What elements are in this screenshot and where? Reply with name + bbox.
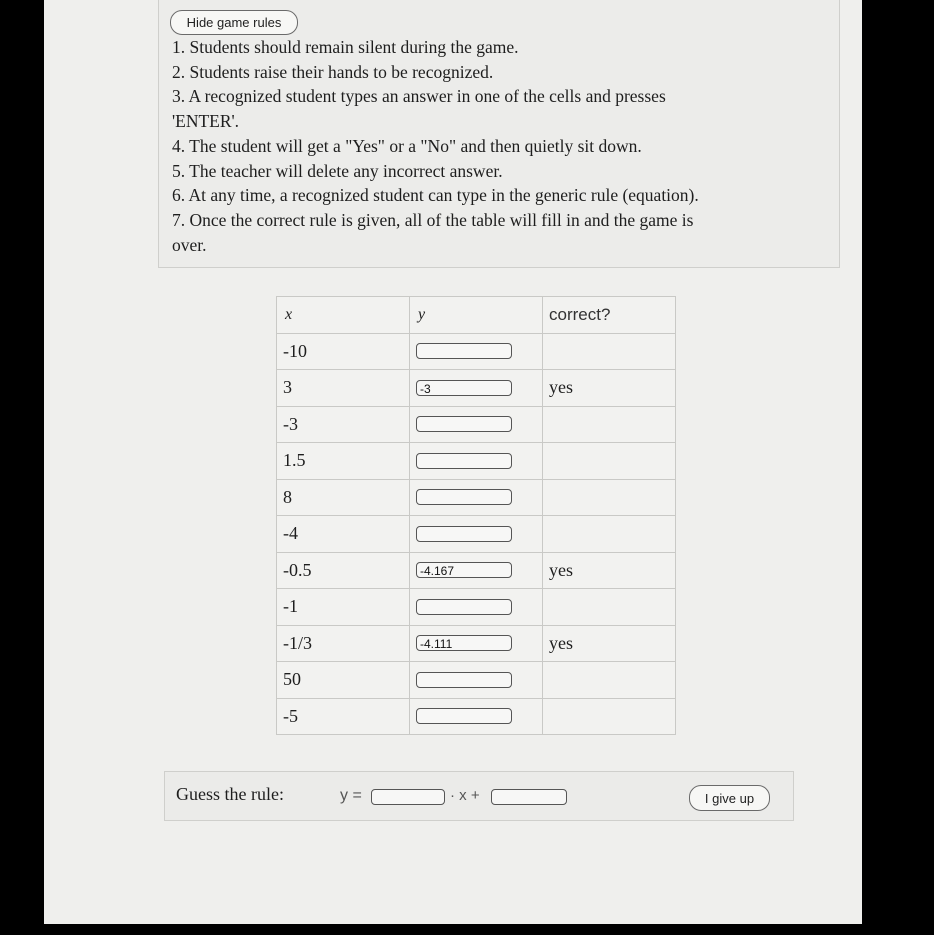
give-up-button[interactable]: I give up (689, 785, 770, 811)
y-input[interactable]: -4.111 (416, 635, 512, 651)
table-row (277, 443, 676, 480)
x-value: -3 (277, 406, 410, 443)
y-cell (410, 406, 543, 443)
y-cell (410, 443, 543, 480)
correct-status (543, 698, 676, 735)
y-input[interactable]: -3 (416, 380, 512, 396)
times-x-plus-label: · x + (450, 787, 480, 804)
y-input[interactable] (416, 489, 512, 505)
correct-status (543, 516, 676, 553)
table-row (277, 698, 676, 735)
rules-list (172, 35, 772, 257)
guess-rule-label: Guess the rule: (176, 784, 284, 804)
column-header-correct: correct? (543, 297, 676, 334)
x-value: 3 (277, 370, 410, 407)
correct-status (543, 406, 676, 443)
y-cell (410, 333, 543, 370)
x-value: -0.5 (277, 552, 410, 589)
y-input[interactable] (416, 708, 512, 724)
rule-1: 1. Students should remain silent during the game. (172, 37, 519, 57)
y-cell (410, 370, 543, 407)
y-cell (410, 662, 543, 699)
y-cell (410, 698, 543, 735)
rule-7-cont: over. (172, 234, 207, 255)
correct-status (543, 589, 676, 626)
rule-6: 6. At any time, a recognized student can type in the generic rule (equation). (172, 185, 699, 206)
table-row (277, 406, 676, 443)
correct-status (543, 479, 676, 516)
column-header-y: y (410, 297, 543, 334)
y-input[interactable] (416, 599, 512, 615)
intercept-input[interactable] (491, 789, 567, 805)
y-input[interactable] (416, 453, 512, 469)
column-header-x: x (277, 297, 410, 334)
table-header-row (277, 297, 676, 334)
table-row (277, 479, 676, 516)
slope-input[interactable] (371, 789, 445, 805)
y-cell (410, 552, 543, 589)
table-row (277, 370, 676, 407)
screen (44, 0, 862, 924)
rule-4: 4. The student will get a "Yes" or a "No" and then quietly sit down. (172, 135, 642, 156)
y-input[interactable] (416, 343, 512, 359)
x-value: 8 (277, 479, 410, 516)
x-value: -5 (277, 698, 410, 735)
correct-status (543, 662, 676, 699)
y-input[interactable]: -4.167 (416, 562, 512, 578)
correct-status (543, 333, 676, 370)
correct-status (543, 443, 676, 480)
rule-3-cont: 'ENTER'. (172, 111, 240, 132)
y-cell (410, 589, 543, 626)
y-cell (410, 479, 543, 516)
x-value: -1 (277, 589, 410, 626)
table-row (277, 552, 676, 589)
table-row (277, 625, 676, 662)
table-row (277, 333, 676, 370)
y-input[interactable] (416, 672, 512, 688)
rule-2: 2. Students raise their hands to be recognized. (172, 61, 494, 82)
x-value: 50 (277, 662, 410, 699)
rule-3: 3. A recognized student types an answer in one of the cells and presses (172, 86, 666, 107)
table-body (277, 333, 676, 735)
y-cell (410, 625, 543, 662)
correct-status: yes (543, 552, 676, 589)
table-row (277, 589, 676, 626)
x-value: -1/3 (277, 625, 410, 662)
xy-table (276, 296, 676, 735)
x-value: -4 (277, 516, 410, 553)
correct-status: yes (543, 370, 676, 407)
x-value: -10 (277, 333, 410, 370)
x-value: 1.5 (277, 443, 410, 480)
correct-status: yes (543, 625, 676, 662)
rule-5: 5. The teacher will delete any incorrect answer. (172, 160, 503, 181)
y-equals-label: y = (340, 787, 362, 804)
hide-rules-button[interactable]: Hide game rules (170, 10, 298, 35)
rule-7: 7. Once the correct rule is given, all of the table will fill in and the game is (172, 209, 694, 230)
table-row (277, 662, 676, 699)
table-row (277, 516, 676, 553)
y-input[interactable] (416, 416, 512, 432)
y-cell (410, 516, 543, 553)
y-input[interactable] (416, 526, 512, 542)
